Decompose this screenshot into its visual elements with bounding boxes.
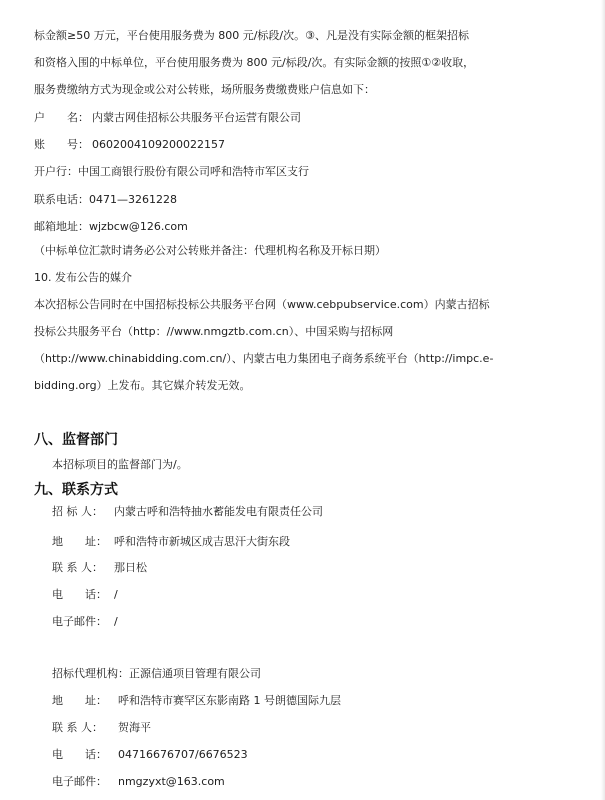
account-number-label: 账 号： — [34, 138, 89, 151]
fee-text-line-2: 和资格入围的中标单位，平台使用服务费为 800 元/标段/次。有实际金额的按照①②收取， — [34, 56, 475, 69]
agency-email-value: nmgzyxt@163.com — [118, 775, 225, 788]
bank-value: 中国工商银行股份有限公司呼和浩特市军区支行 — [78, 165, 309, 178]
account-phone-label: 联系电话： — [34, 193, 89, 206]
tenderer-email-label: 电子邮件： — [52, 615, 107, 628]
tenderer-phone-value: / — [114, 588, 118, 601]
media-line-4: bidding.org）上发布。其它媒介转发无效。 — [34, 379, 251, 392]
section-8-title: 八、监督部门 — [34, 432, 118, 448]
account-email-label: 邮箱地址： — [34, 220, 89, 233]
tenderer-name-row — [52, 505, 323, 519]
tenderer-email-row — [52, 615, 118, 629]
account-phone-row — [34, 193, 177, 207]
tenderer-contact-row — [52, 561, 147, 575]
agency-phone-row — [52, 748, 248, 762]
fee-text-line-1: 标金额≥50 万元，平台使用服务费为 800 元/标段/次。③、凡是没有实际金额的框架招标 — [34, 29, 469, 42]
account-email-value: wjzbcw@126.com — [89, 220, 188, 233]
account-name-value: 内蒙古网佳招标公共服务平台运营有限公司 — [92, 111, 301, 124]
tenderer-contact-label: 联 系 人： — [52, 561, 103, 574]
tenderer-phone-label: 电 话： — [52, 588, 107, 601]
scan-edge-shadow — [601, 0, 605, 800]
account-number-value: 0602004109200022157 — [92, 138, 225, 151]
bank-label: 开户行： — [34, 165, 78, 178]
media-line-2: 投标公共服务平台（http：//www.nmgztb.com.cn）、中国采购与招标网 — [34, 325, 394, 338]
tenderer-name-value: 内蒙古呼和浩特抽水蓄能发电有限责任公司 — [114, 505, 323, 518]
agency-contact-label: 联 系 人： — [52, 721, 103, 734]
account-name-row — [34, 111, 301, 125]
agency-address-label: 地 址： — [52, 694, 107, 707]
agency-phone-value: 04716676707/6676523 — [118, 748, 248, 761]
bank-row — [34, 165, 309, 179]
agency-name-label: 招标代理机构： — [52, 667, 129, 680]
agency-phone-label: 电 话： — [52, 748, 107, 761]
tenderer-phone-row — [52, 588, 118, 602]
account-email-row — [34, 220, 188, 234]
media-line-1: 本次招标公告同时在中国招标投标公共服务平台网（www.cebpubservice.com）内蒙古招标 — [34, 298, 490, 311]
section-9-title: 九、联系方式 — [34, 482, 118, 498]
tenderer-address-row — [52, 535, 290, 549]
agency-address-row — [52, 694, 341, 708]
fee-text-line-3: 服务费缴纳方式为现金或公对公转账，场所服务费缴费账户信息如下： — [34, 83, 375, 96]
agency-name-row — [52, 667, 261, 681]
tenderer-email-value: / — [114, 615, 118, 628]
account-number-row — [34, 138, 225, 152]
agency-name-value: 正源信通项目管理有限公司 — [129, 667, 261, 680]
account-phone-value: 0471—3261228 — [89, 193, 177, 206]
media-line-3: （http://www.chinabidding.com.cn/）、内蒙古电力集团电子商务系统平台（http://impc.e- — [34, 352, 494, 365]
media-title: 10. 发布公告的媒介 — [34, 271, 132, 284]
tenderer-contact-value: 那日松 — [114, 561, 147, 574]
agency-address-value: 呼和浩特市赛罕区东影南路 1 号朗德国际九层 — [118, 694, 341, 707]
tenderer-address-value: 呼和浩特市新城区成吉思汗大街东段 — [114, 535, 290, 548]
tenderer-name-label: 招 标 人： — [52, 505, 103, 518]
tenderer-address-label: 地 址： — [52, 535, 107, 548]
account-name-label: 户 名： — [34, 111, 89, 124]
remittance-note: （中标单位汇款时请务必公对公转账并备注：代理机构名称及开标日期） — [34, 244, 386, 257]
agency-email-row — [52, 775, 225, 789]
agency-email-label: 电子邮件： — [52, 775, 107, 788]
agency-contact-value: 贺海平 — [118, 721, 151, 734]
section-8-body: 本招标项目的监督部门为/。 — [52, 458, 188, 471]
agency-contact-row — [52, 721, 151, 735]
